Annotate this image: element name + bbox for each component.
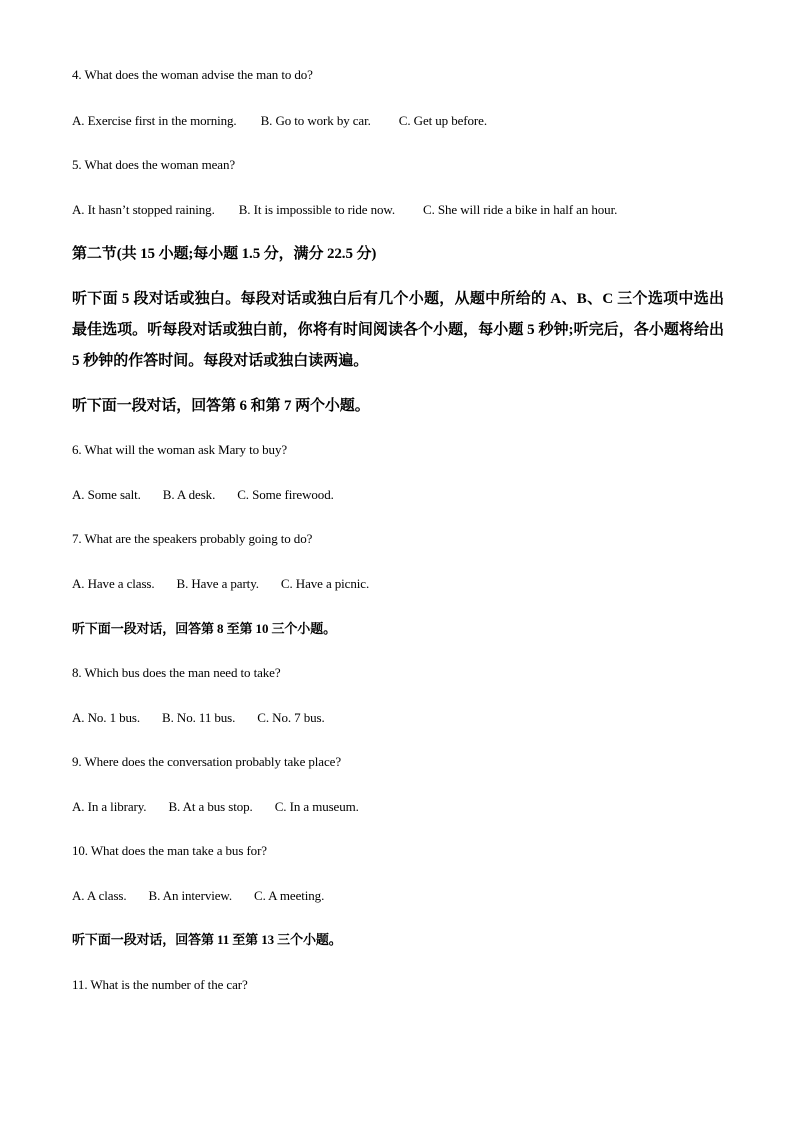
option-b: B. A desk. [162,487,216,502]
option-c: C. In a museum. [274,799,359,814]
option-c: C. Have a picnic. [280,576,370,591]
question-8-options [72,710,325,726]
question-10: 10. What does the man take a bus for? [72,843,267,858]
option-a: A. A class. [72,888,127,903]
option-b: B. At a bus stop. [168,799,253,814]
option-c: C. Some firewood. [237,487,334,502]
question-9: 9. Where does the conversation probably take place? [72,754,341,769]
option-a: A. In a library. [72,799,147,814]
option-c: C. No. 7 bus. [257,710,325,725]
question-6: 6. What will the woman ask Mary to buy? [72,442,288,457]
option-c: C. Get up before. [398,113,487,128]
option-a: A. Have a class. [72,576,155,591]
option-a: A. Exercise first in the morning. [72,113,237,128]
question-4-options [72,113,487,129]
option-b: B. An interview. [148,888,233,903]
question-10-options [72,888,324,904]
question-5-options [72,202,617,218]
option-b: B. It is impossible to ride now. [238,202,396,217]
section-title: 第二节(共 15 小题;每小题 1.5 分，满分 22.5 分) [72,246,377,262]
question-11: 11. What is the number of the car? [72,977,248,992]
option-b: B. No. 11 bus. [162,710,236,725]
question-9-options [72,799,359,815]
option-a: A. It hasn’t stopped raining. [72,202,215,217]
question-7: 7. What are the speakers probably going to do? [72,531,313,546]
question-4: 4. What does the woman advise the man to do? [72,67,313,82]
question-7-options [72,576,369,592]
question-8: 8. Which bus does the man need to take? [72,665,281,680]
question-5: 5. What does the woman mean? [72,157,236,172]
option-a: A. No. 1 bus. [72,710,141,725]
option-b: B. Have a party. [176,576,259,591]
dialogue-heading-8-10: 听下面一段对话，回答第 8 至第 10 三个小题。 [72,621,337,636]
section-instructions: 听下面 5 段对话或独白。每段对话或独白后有几个小题，从题中所给的 A、B、C 三个选项中选出最佳选项。听每段对话或独白前，你将有时间阅读各个小题，每小题 5 秒钟;听完后，各小题将给出 5 秒钟的作答时间。每段对话或独白读两遍。 [72,291,724,369]
option-b: B. Go to work by car. [260,113,371,128]
question-6-options [72,487,334,503]
option-a: A. Some salt. [72,487,141,502]
option-c: C. A meeting. [254,888,325,903]
dialogue-heading-11-13: 听下面一段对话，回答第 11 至第 13 三个小题。 [72,932,342,947]
option-c: C. She will ride a bike in half an hour. [423,202,618,217]
dialogue-heading-6-7: 听下面一段对话，回答第 6 和第 7 两个小题。 [72,398,370,414]
